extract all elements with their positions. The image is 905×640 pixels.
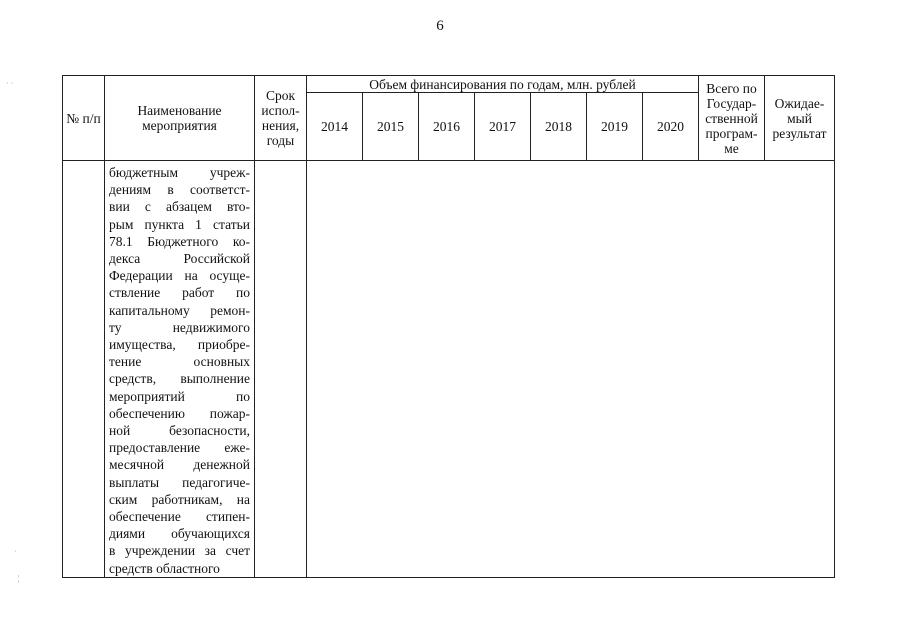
- header-result: Ожидае-мый результат: [765, 76, 835, 161]
- name-line: 78.1 Бюджетного ко-: [109, 233, 250, 249]
- name-line: вии с абзацем вто-: [109, 199, 250, 215]
- name-line: тение основных: [109, 354, 250, 370]
- name-line: в учреждении за счет: [109, 543, 250, 559]
- name-line: мероприятий по: [109, 388, 250, 404]
- name-line: обеспечение стипен-: [109, 509, 250, 525]
- name-line: ским работникам, на: [109, 491, 250, 507]
- scan-speck: ¦: [18, 574, 20, 583]
- header-year-2014: 2014: [307, 93, 363, 161]
- cell-term-empty: [255, 161, 307, 578]
- name-line: рым пункта 1 статьи: [109, 216, 250, 232]
- name-line: ной безопасности,: [109, 423, 250, 439]
- header-num: № п/п: [63, 76, 105, 161]
- name-line: ту недвижимого: [109, 319, 250, 335]
- name-line: средств областного: [109, 560, 220, 576]
- name-line: декса Российской: [109, 251, 250, 267]
- scan-speck: ·: [14, 547, 17, 556]
- name-line: месячной денежной: [109, 457, 250, 473]
- name-line: средств, выполнение: [109, 371, 250, 387]
- header-total: Всего по Государ-ственной програм-ме: [699, 76, 765, 161]
- header-year-2019: 2019: [587, 93, 643, 161]
- name-line: бюджетным учреж-: [109, 165, 250, 180]
- name-line: предоставление еже-: [109, 440, 250, 456]
- header-year-2016: 2016: [419, 93, 475, 161]
- header-name: Наименование мероприятия: [105, 76, 255, 161]
- scan-speck: · ·: [6, 79, 14, 88]
- name-line: ствление работ по: [109, 285, 250, 301]
- name-line: капитальному ремон-: [109, 302, 250, 318]
- name-line: имущества, приобре-: [109, 337, 250, 353]
- header-year-2015: 2015: [363, 93, 419, 161]
- cell-name-continuation: [105, 161, 255, 578]
- name-line: дениям в соответст-: [109, 182, 250, 198]
- page-number: 6: [436, 18, 444, 34]
- cell-remaining-empty: [307, 161, 835, 578]
- cell-num-empty: [63, 161, 105, 578]
- header-year-2020: 2020: [643, 93, 699, 161]
- header-funding-group: Объем финансирования по годам, млн. рублей: [307, 76, 699, 93]
- name-line: обеспечению пожар-: [109, 405, 250, 421]
- header-term: Срок испол-нения, годы: [255, 76, 307, 161]
- name-line: выплаты педагогиче-: [109, 474, 250, 490]
- name-line: Федерации на осуще-: [109, 268, 250, 284]
- header-year-2017: 2017: [475, 93, 531, 161]
- header-year-2018: 2018: [531, 93, 587, 161]
- name-line: диями обучающихся: [109, 526, 250, 542]
- funding-table: [62, 75, 835, 578]
